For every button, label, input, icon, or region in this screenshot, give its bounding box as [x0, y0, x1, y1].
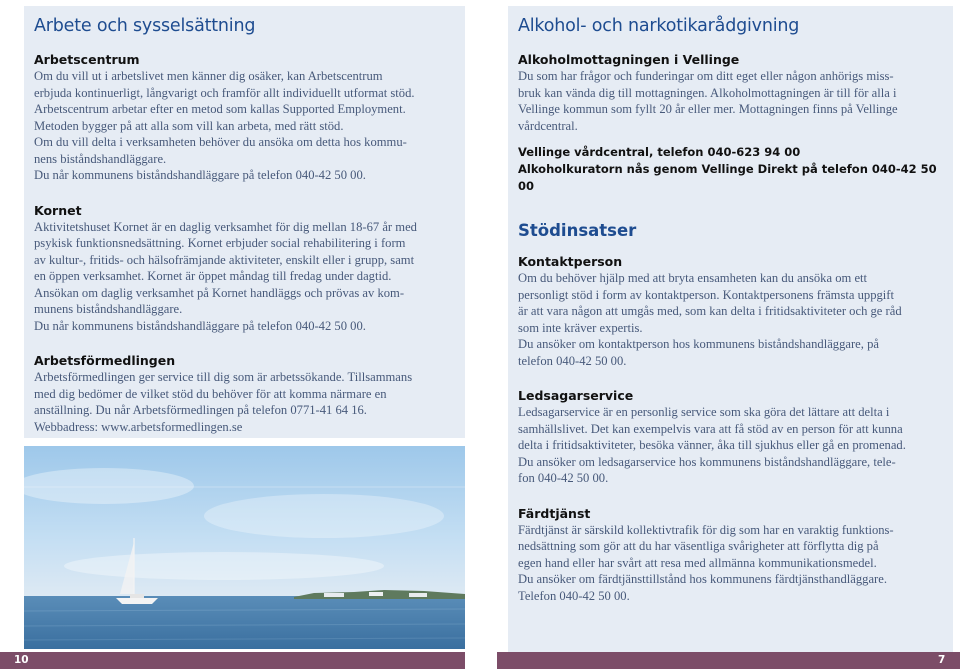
page-number-right: 7 — [938, 654, 946, 666]
section-alkoholmottagningen — [518, 52, 943, 134]
section-ledsagarservice — [518, 388, 943, 487]
page-number-left: 10 — [14, 654, 29, 666]
section-heading: Arbetsförmedlingen — [34, 353, 176, 368]
section-arbetscentrum — [34, 52, 455, 184]
contact-line: Vellinge vårdcentral, telefon 040-623 94 00 — [518, 145, 801, 159]
section-arbetsformedlingen — [34, 353, 455, 435]
section-fardtjanst — [518, 506, 943, 605]
right-info-panel — [508, 6, 953, 655]
alkohol-contacts — [518, 144, 943, 195]
section-text: Arbetsförmedlingen ger service till dig som är arbetssökande. Tillsammans med dig bedömer de vilket stöd du behöver för att komma närmare en anställning. Du når Arbetsförmedlingen på telefon 0771-41 64 16. Webbadress: www.arbetsformedlingen.se — [34, 370, 413, 434]
section-text: Om du vill ut i arbetslivet men känner dig osäker, kan Arbetscentrum erbjuda kontinuerligt, långvarigt och framför allt individuellt utformat stöd. Arbetscentrum arbetar efter en metod som kallas Supported Employment. Metoden bygger på att alla som vill kan arbeta, med rätt stöd. Om du vill delta i verksamheten behöver du ansöka om detta hos kommu- nens biståndshandläggare. Du når kommunens biståndshandläggare på telefon 040-42 50 00. — [34, 69, 415, 182]
section-heading: Kontaktperson — [518, 254, 623, 269]
section-text: Om du behöver hjälp med att bryta ensamheten kan du ansöka om ett personligt stöd i form av kontaktperson. Kontaktpersonens främsta uppgift är att vara någon att umgås med, som kan delta i fritidsaktiviteter och ge råd som inte kräver expertis. Du ansöker om kontaktperson hos kommunens biståndshandläggare, på telefon 040-42 50 00. — [518, 271, 902, 368]
section-text: Du som har frågor och funderingar om ditt eget eller någon anhörigs miss- bruk kan vända dig till mottagningen. Alkoholmottagningen är till för alla i Vellinge kommun som fyllt 20 år eller mer. Mottagningen finns på Vellinge vårdcentral. — [518, 69, 898, 133]
stodinsatser-title: Stödinsatser — [518, 221, 637, 240]
sailboat-photo-icon — [24, 446, 465, 649]
contact-line: Alkoholkuratorn nås genom Vellinge Direkt på telefon 040-42 50 00 — [518, 162, 937, 193]
section-text: Aktivitetshuset Kornet är en daglig verksamhet för dig mellan 18-67 år med psykisk funktionsnedsättning. Kornet erbjuder social rehabilitering i form av kultur-, fritids- och hälsofrämjande aktiviteter, enskilt eller i grupp, samt en öppen verksamhet. Kornet är öppet måndag till fredag under dagtid. Ansökan om daglig verksamhet på Kornet handläggs och prövas av kom- munens biståndshandläggare. Du når kommunens biståndshandläggare på telefon 040-42 50 00. — [34, 219, 417, 333]
footer-bar-left — [0, 652, 465, 669]
left-page-title: Arbete och sysselsättning — [34, 16, 256, 36]
right-page-title: Alkohol- och narkotikarådgivning — [518, 16, 800, 36]
section-text: Ledsagarservice är en personlig service som ska göra det lättare att delta i samhällslivet. Det kan exempelvis vara att få stöd av en person för att kunna delta i fritidsaktiviteter, besöka vänner, åka till sjukhus eller gå en promenad. Du ansöker om ledsagarservice hos kommunens biståndshandläggare, tele- fon 040-42 50 00. — [518, 405, 906, 485]
sailboat-sea-photo — [24, 446, 465, 649]
section-heading: Färdtjänst — [518, 505, 591, 521]
section-heading: Ledsagarservice — [518, 388, 634, 403]
section-heading: Kornet — [34, 202, 82, 218]
section-kontaktperson — [518, 254, 943, 369]
section-kornet — [34, 203, 455, 335]
section-heading: Alkoholmottagningen i Vellinge — [518, 52, 740, 67]
section-text: Färdtjänst är särskild kollektivtrafik för dig som har en varaktig funktions- nedsättning som gör att du har väsentliga svårigheter att förflytta dig på egen hand eller har svårt att resa med allmänna kommunikationsmedel. Du ansöker om färdtjänsttillstånd hos kommunens färdtjänsthandläggare. Telefon 040-42 50 00. — [518, 522, 894, 603]
left-info-panel — [24, 6, 465, 438]
footer-bar-right — [497, 652, 960, 669]
section-heading: Arbetscentrum — [34, 52, 140, 67]
